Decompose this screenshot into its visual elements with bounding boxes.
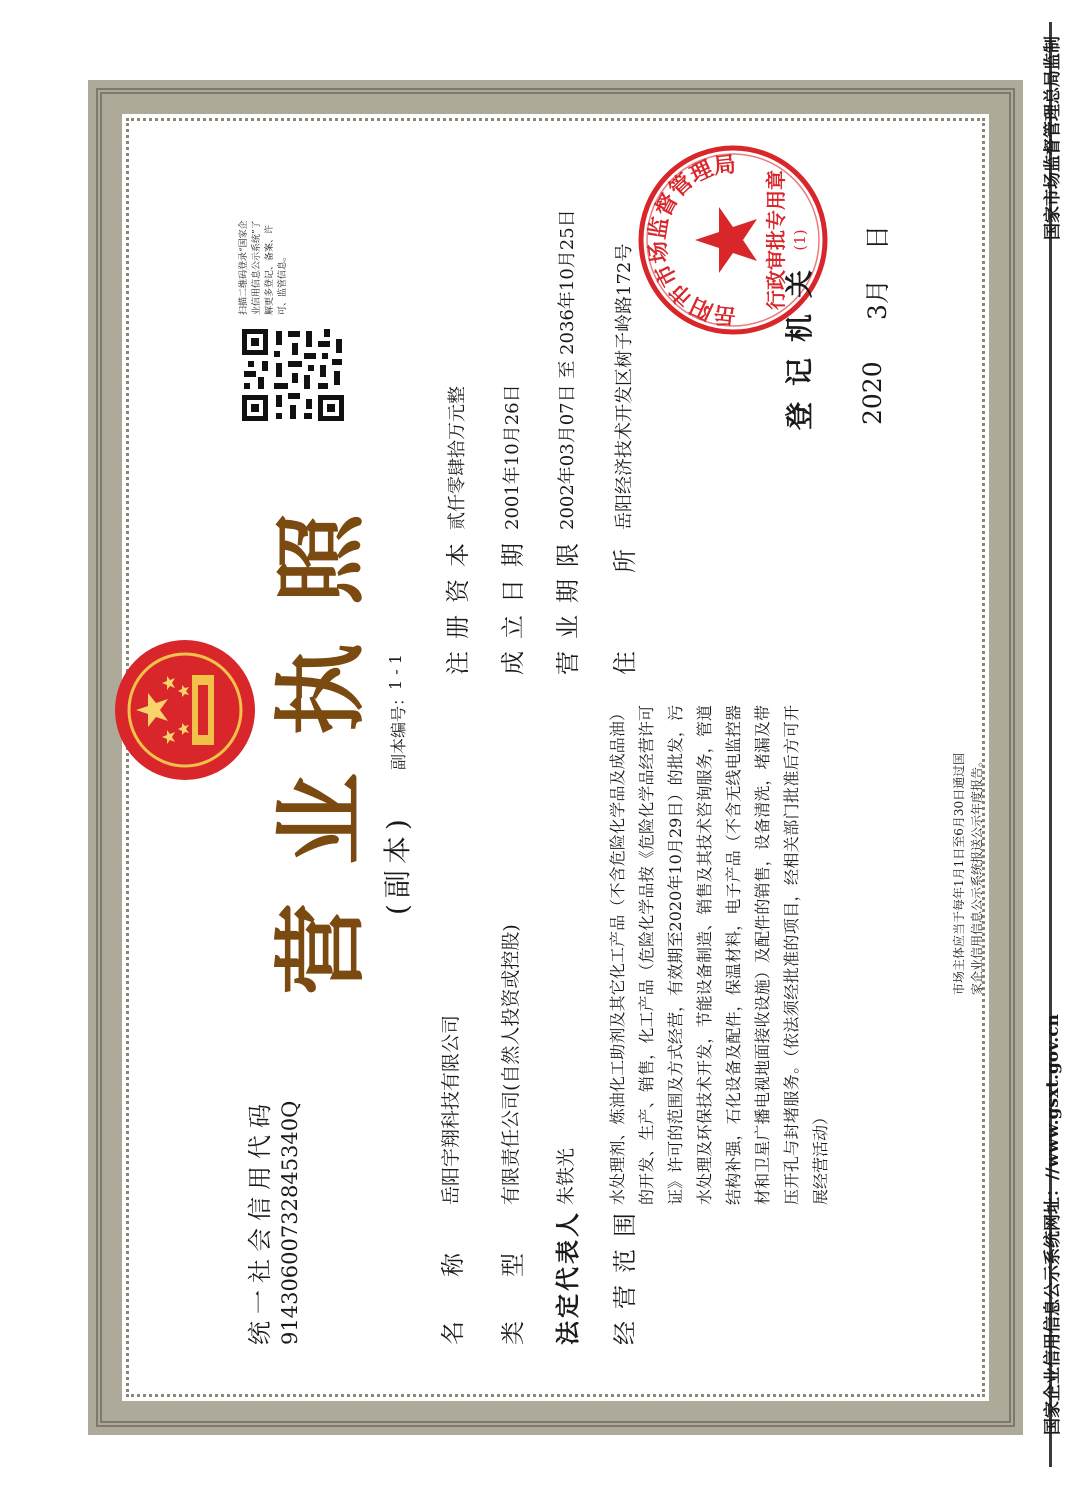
credit-code-label: 统一社会信用代码 bbox=[246, 1097, 274, 1345]
issuer-note: 国家市场监督管理总局监制 bbox=[1043, 36, 1063, 240]
copy-mark: (副本) bbox=[381, 813, 414, 915]
seal-num: (1) bbox=[791, 229, 809, 251]
annual-report-notice-1: 市场主体应当于每年1月1日至6月30日通过国 bbox=[952, 752, 966, 995]
type-value: 有限责任公司(自然人投资或控股) bbox=[500, 924, 522, 1205]
scope-label: 经营范围 bbox=[611, 1201, 639, 1345]
term-label: 营业期限 bbox=[554, 531, 582, 675]
annual-report-notice-2: 家企业信用信息公示系统报送公示年度报告。 bbox=[970, 754, 984, 995]
business-license bbox=[88, 36, 1063, 1435]
serial-value: 1 - 1 bbox=[386, 654, 405, 690]
name-label: 名称 bbox=[439, 1209, 467, 1345]
address-label: 住所 bbox=[611, 471, 639, 675]
address-value: 岳阳经济技术开发区树子岭路172号 bbox=[614, 243, 635, 530]
established-label: 成立日期 bbox=[499, 531, 527, 675]
seal-text: 岳阳市市场监督管理局 bbox=[644, 151, 738, 329]
established-value: 2001年10月26日 bbox=[502, 384, 523, 530]
issue-day: 日 bbox=[863, 224, 892, 250]
gsxt-website-note: 国家企业信用信息公示系统网址：//www.gsxt.gov.cn bbox=[1043, 1014, 1063, 1435]
type-label: 类型 bbox=[499, 1209, 527, 1345]
page-title: 营业执照 bbox=[267, 474, 375, 995]
authority-label: 登记机关 bbox=[783, 253, 816, 430]
serial-label: 副本编号： bbox=[389, 689, 408, 770]
capital-label: 注册资本 bbox=[444, 531, 472, 675]
national-emblem-icon bbox=[110, 635, 260, 785]
term-value: 2002年03月07日 至 2036年10月25日 bbox=[557, 209, 578, 530]
scope-value: 水处理剂、炼油化工助剂及其它化工产品（不含危险化学品及成品油）的开发、生产、销售，化工产品（危险化学品按《危险化学品经营许可证》许可的范围及方式经营，有效期至2020年10月29日）的批发，污水处理及环保技术开发，节能设备制造、销售及其技术咨询服务，管道结构补强，石化设备及配件，保温材料，电子产品（不含无线电监控器材和卫星广播电视地面接收设施）及配件的销售，设备清洗，堵漏及带压开孔与封堵服务。（依法须经批准的项目，经相关部门批准后方可开展经营活动） bbox=[608, 705, 830, 1205]
legal-rep-label: 法定代表人 bbox=[553, 1210, 582, 1345]
issue-year: 2020 bbox=[858, 361, 887, 425]
qr-note: 扫描二维码登录“国家企业信用信息公示系统”了解更多登记、备案、许可、监管信息。 bbox=[239, 220, 288, 315]
name-value: 岳阳宇翔科技有限公司 bbox=[440, 1014, 462, 1205]
legal-rep-value: 朱铁光 bbox=[555, 1147, 577, 1205]
capital-value: 贰仟零肆拾万元整 bbox=[447, 386, 468, 530]
credit-code-value: 91430600732845340Q bbox=[278, 1100, 302, 1345]
seal-sub: 行政审批专用章 bbox=[764, 170, 788, 310]
issue-month: 3月 bbox=[863, 279, 892, 320]
qr-code-icon bbox=[238, 325, 348, 425]
